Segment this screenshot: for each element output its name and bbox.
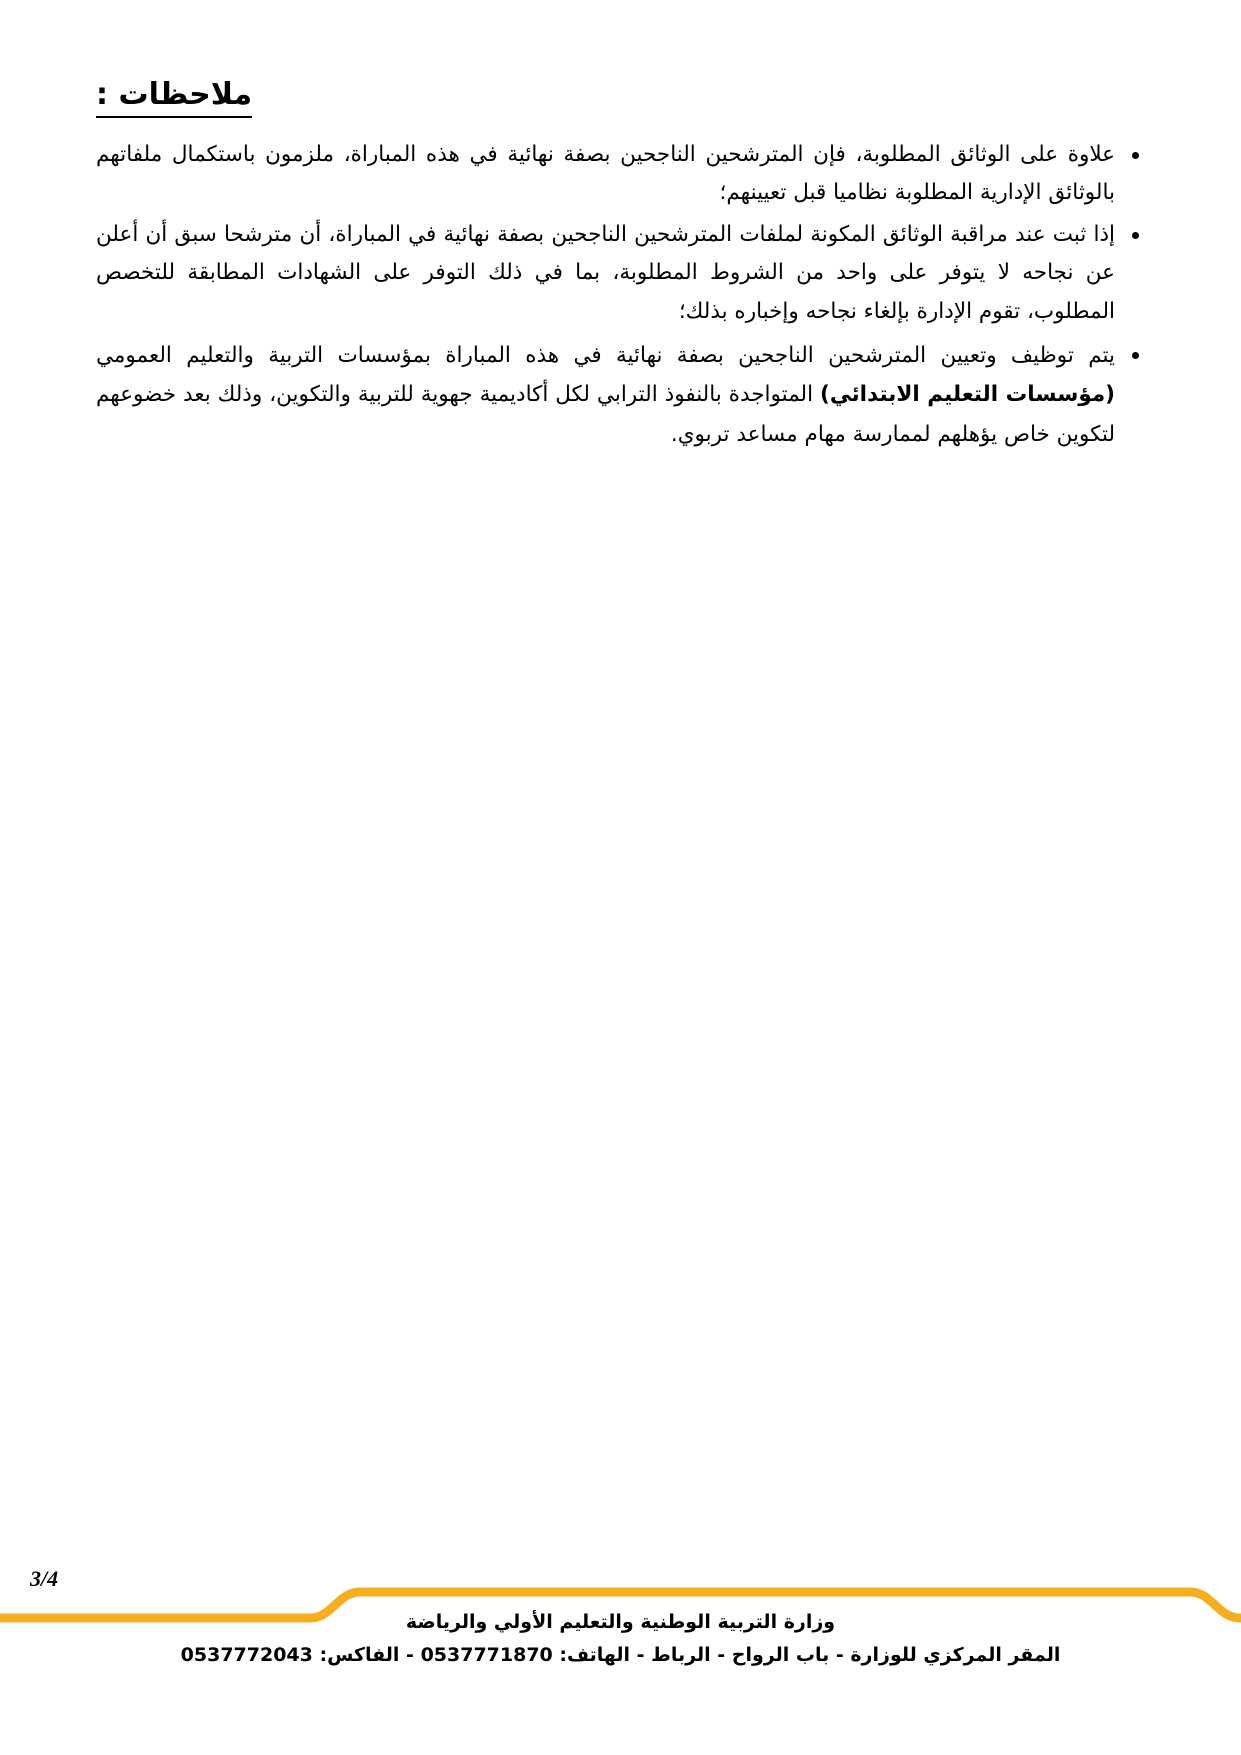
note-text-suffix: المتواجدة بالنفوذ الترابي لكل أكاديمية جهوية للتربية والتكوين، وذلك بعد خضوعهم لتكوين خاص يؤهلهم لممارسة مهام مساعد تربوي.	[96, 382, 1115, 447]
note-text-prefix: يتم توظيف وتعيين المترشحين الناجحين بصفة نهائية في هذه المباراة بمؤسسات التربية والتعليم العمومي	[96, 342, 1115, 368]
footer-contact-line: المقر المركزي للوزارة - باب الرواح - الرباط - الهاتف: 0537771870 - الفاكس: 0537772043	[180, 1644, 1061, 1667]
list-item	[96, 336, 1145, 455]
page-number: 3/4	[30, 1566, 59, 1591]
list-item	[96, 136, 1145, 212]
notes-heading-container	[96, 76, 1145, 118]
notes-body	[96, 136, 1145, 458]
page-title: ملاحظات :	[96, 76, 252, 118]
list-item	[96, 216, 1145, 332]
note-text-emphasis: (مؤسسات التعليم الابتدائي)	[820, 382, 1115, 408]
footer	[0, 1608, 1241, 1671]
footer-ministry-name: وزارة التربية الوطنية والتعليم الأولي والرياضة	[405, 1611, 836, 1633]
notes-list	[96, 136, 1145, 454]
note-text: إذا ثبت عند مراقبة الوثائق المكونة لملفات المترشحين الناجحين بصفة نهائية في المباراة، أن مترشحا سبق أن أعلن عن نجاحه لا يتوفر على واحد من الشروط المطلوبة، بما في ذلك التوفر على الشهادات المطابقة للتخصص المطلوب، تقوم الإدارة بإلغاء نجاحه وإخباره بذلك؛	[96, 221, 1115, 325]
note-text: علاوة على الوثائق المطلوبة، فإن المترشحين الناجحين بصفة نهائية في هذه المباراة، ملزمون باستكمال ملفاتهم بالوثائق الإدارية المطلوبة نظاميا قبل تعيينهم؛	[96, 142, 1115, 205]
